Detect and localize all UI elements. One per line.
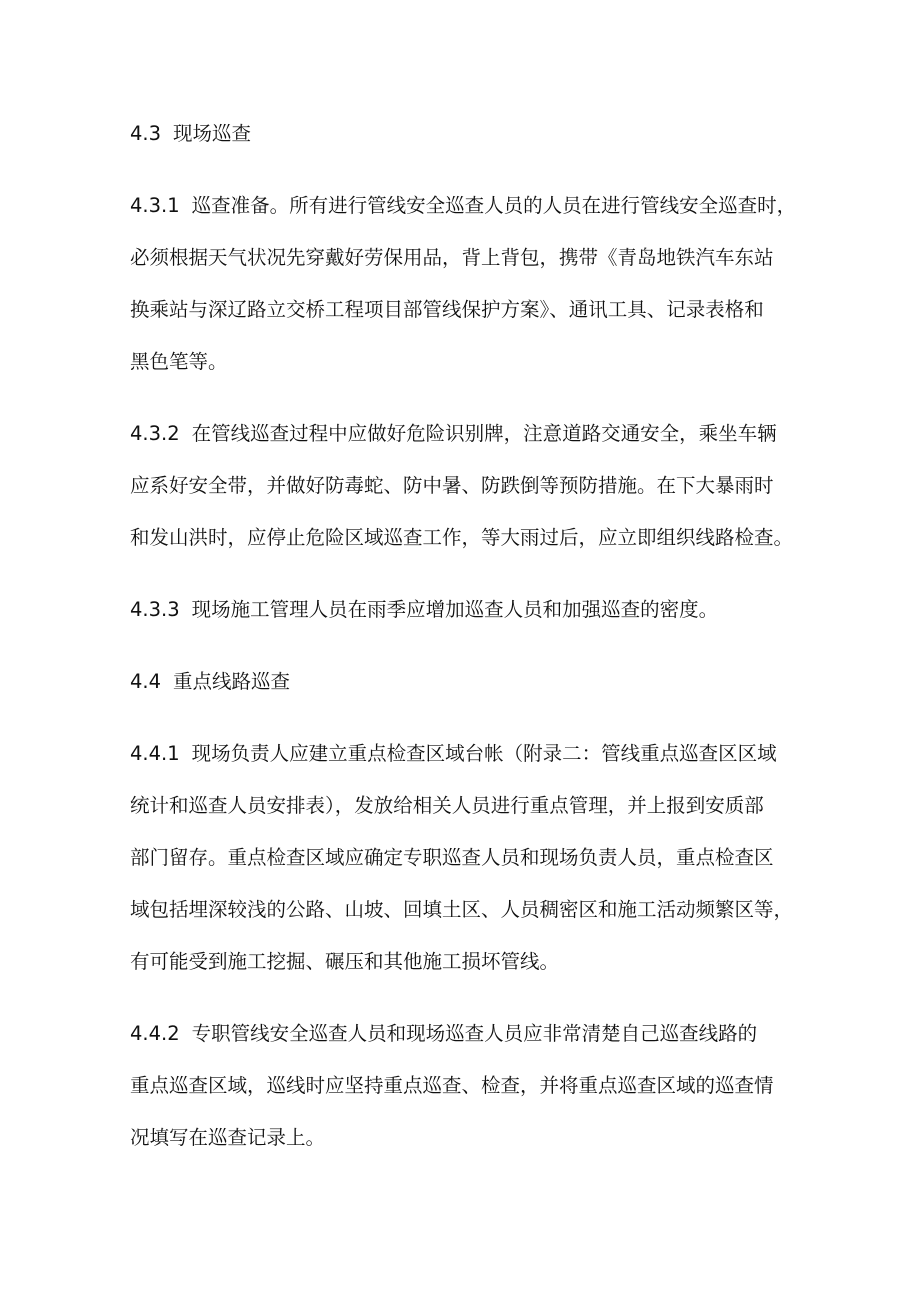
paragraph-4-4-2 [130, 1008, 810, 1164]
paragraph-line: 域包括埋深较浅的公路、山坡、回填土区、人员稠密区和施工活动频繁区等， [130, 898, 794, 921]
paragraph-line: 重点巡查区域，巡线时应坚持重点巡查、检查，并将重点巡查区域的巡查情 [130, 1074, 774, 1097]
paragraph-line: 黑色笔等。 [130, 350, 228, 373]
paragraph-number: 4.4.1 [130, 742, 180, 765]
paragraph-number: 4.3.3 [130, 598, 180, 621]
paragraph-line: 应系好安全带，并做好防毒蛇、防中暑、防跌倒等预防措施。在下大暴雨时 [130, 474, 774, 497]
section-heading-4-3 [130, 108, 810, 160]
paragraph-number: 4.4.2 [130, 1022, 180, 1045]
paragraph-line: 必须根据天气状况先穿戴好劳保用品，背上背包，携带《青岛地铁汽车东站 [130, 246, 774, 269]
section-number: 4.3 [130, 122, 162, 145]
paragraph-line: 况填写在巡查记录上。 [130, 1126, 326, 1149]
paragraph-line: 部门留存。重点检查区域应确定专职巡查人员和现场负责人员，重点检查区 [130, 846, 774, 869]
paragraph-4-4-1 [130, 728, 810, 988]
section-title: 重点线路巡查 [173, 670, 291, 693]
section-title: 现场巡查 [173, 122, 252, 145]
paragraph-line: 现场负责人应建立重点检查区域台帐（附录二：管线重点巡查区区域 [191, 742, 777, 765]
paragraph-4-3-2 [130, 408, 810, 564]
section-heading-4-4 [130, 656, 810, 708]
document-body [130, 108, 810, 1184]
paragraph-line: 统计和巡查人员安排表），发放给相关人员进行重点管理，并上报到安质部 [130, 794, 764, 817]
section-number: 4.4 [130, 670, 162, 693]
paragraph-line: 和发山洪时，应停止危险区域巡查工作，等大雨过后，应立即组织线路检查。 [130, 526, 794, 549]
paragraph-line: 有可能受到施工挖掘、碾压和其他施工损坏管线。 [130, 950, 560, 973]
paragraph-line: 现场施工管理人员在雨季应增加巡查人员和加强巡查的密度。 [191, 598, 719, 621]
paragraph-number: 4.3.1 [130, 194, 180, 217]
paragraph-line: 换乘站与深辽路立交桥工程项目部管线保护方案》、通讯工具、记录表格和 [130, 298, 764, 321]
paragraph-line: 专职管线安全巡查人员和现场巡查人员应非常清楚自己巡查线路的 [191, 1022, 758, 1045]
paragraph-4-3-1 [130, 180, 810, 388]
paragraph-line: 巡查准备。所有进行管线安全巡查人员的人员在进行管线安全巡查时， [191, 194, 797, 217]
paragraph-number: 4.3.2 [130, 422, 180, 445]
paragraph-4-3-3 [130, 584, 810, 636]
paragraph-line: 在管线巡查过程中应做好危险识别牌，注意道路交通安全，乘坐车辆 [191, 422, 777, 445]
